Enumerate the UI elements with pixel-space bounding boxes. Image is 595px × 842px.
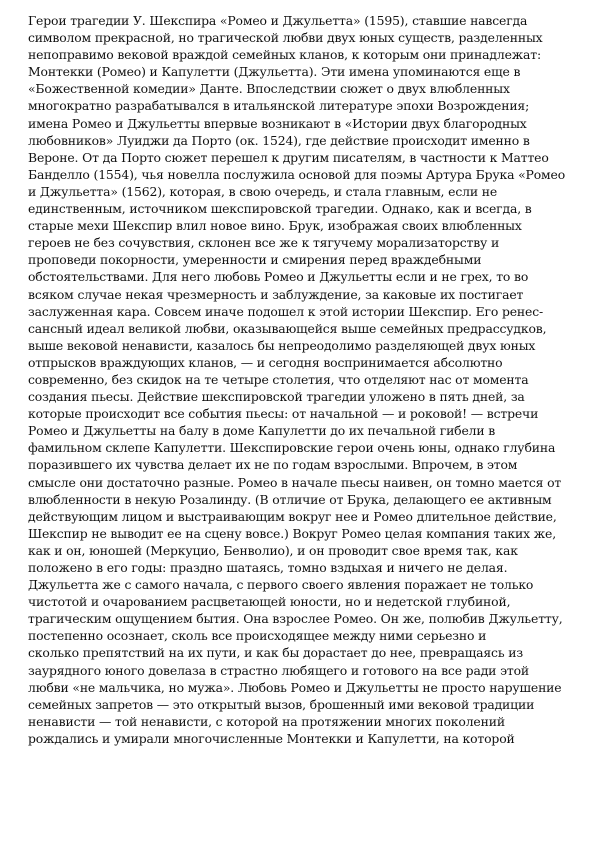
text-line: действующим лицом и выстраивающим вокруг нее и Ромео длительное действие, xyxy=(28,508,557,524)
text-line: Банделло (1554), чья новелла послужила основой для поэмы Артура Брука «Ромео xyxy=(28,166,566,182)
text-line: Шекспир не выводит ее на сцену вовсе.) Вокруг Ромео целая компания таких же, xyxy=(28,525,556,541)
text-line: трагическим ощущением бытия. Она взрослее Ромео. Он же, полюбив Джульетту, xyxy=(28,611,563,627)
text-line: имена Ромео и Джульетты впервые возникают в «Истории двух благородных xyxy=(28,115,527,131)
text-line: непоправимо вековой враждой семейных кланов, к которым они принадлежат: xyxy=(28,47,541,63)
text-line: отпрысков враждующих кланов, — и сегодня воспринимается абсолютно xyxy=(28,354,503,370)
text-line: выше вековой ненависти, казалось бы непреодолимо разделяющей двух юных xyxy=(28,337,536,353)
text-line: которые происходит все события пьесы: от начальной — и роковой! — встречи xyxy=(28,406,539,422)
text-line: героев не без сочувствия, склонен все же к тягучему морализаторству и xyxy=(28,235,500,251)
text-line: рождались и умирали многочисленные Монтекки и Капулетти, на которой xyxy=(28,730,515,746)
text-line: обстоятельствами. Для него любовь Ромео и Джульетты если и не грех, то во xyxy=(28,269,529,285)
text-line: ненависти — той ненависти, с которой на протяжении многих поколений xyxy=(28,713,505,729)
text-line: сансный идеал великой любви, оказывающейся выше семейных предрассудков, xyxy=(28,320,547,336)
text-line: положено в его годы: праздно шатаясь, томно вздыхая и ничего не делая. xyxy=(28,560,508,575)
text-line: семейных запретов — это открытый вызов, брошенный ими вековой традиции xyxy=(28,696,535,712)
text-line: старые мехи Шекспир влил новое вино. Брук, изображая своих влюбленных xyxy=(28,218,522,234)
text-line: Джульетта же с самого начала, с первого своего явления поражает не только xyxy=(28,577,534,593)
text-line: заслуженная кара. Совсем иначе подошел к этой истории Шекспир. Его ренес- xyxy=(28,303,544,319)
text-line: многократно разрабатывался в итальянской литературе эпохи Возрождения; xyxy=(28,98,530,114)
text-line: фамильном склепе Капулетти. Шекспировские герои очень юны, однако глубина xyxy=(28,440,556,456)
text-line: Герои трагедии У. Шекспира «Ромео и Джульетта» (1595), ставшие навсегда xyxy=(28,13,528,28)
text-line: смысле они достаточно разные. Ромео в начале пьесы наивен, он томно мается от xyxy=(28,474,562,490)
document-text xyxy=(28,12,566,747)
text-line: заурядного юного довелаза в страстно любящего и готового на все ради этой xyxy=(28,662,529,678)
text-line: постепенно осознает, сколь все происходящее между ними серьезно и xyxy=(28,628,487,644)
text-line: единственным, источником шекспировской трагедии. Однако, как и всегда, в xyxy=(28,201,532,217)
text-line: влюбленности в некую Розалинду. (В отличие от Брука, делающего ее активным xyxy=(28,491,552,507)
text-line: «Божественной комедии» Данте. Впоследствии сюжет о двух влюбленных xyxy=(28,81,510,97)
text-line: символом прекрасной, но трагической любви двух юных существ, разделенных xyxy=(28,30,543,46)
text-line: Ромео и Джульетты на балу в доме Капулетти до их печальной гибели в xyxy=(28,423,496,439)
text-line: проповеди покорности, умеренности и смирения перед враждебными xyxy=(28,252,482,268)
text-line: современно, без скидок на те четыре столетия, что отделяют нас от момента xyxy=(28,371,529,387)
text-line: любовников» Луиджи да Порто (ок. 1524), где действие происходит именно в xyxy=(28,132,530,148)
text-line: всяком случае некая чрезмерность и заблуждение, за каковые их постигает xyxy=(28,286,524,302)
text-line: чистотой и очарованием расцветающей юности, но и недетской глубиной, xyxy=(28,594,511,610)
text-line: создания пьесы. Действие шекспировской трагедии уложено в пять дней, за xyxy=(28,389,525,405)
text-line: как и он, юношей (Меркуцио, Бенволио), и он проводит свое время так, как xyxy=(28,542,518,558)
text-line: любви «не мальчика, но мужа». Любовь Ромео и Джульетты не просто нарушение xyxy=(28,679,562,695)
text-line: и Джульетта» (1562), которая, в свою очередь, и стала главным, если не xyxy=(28,183,498,199)
text-line: сколько препятствий на их пути, и как бы дорастает до нее, превращаясь из xyxy=(28,645,523,661)
text-line: поразившего их чувства делает их не по годам взрослыми. Впрочем, в этом xyxy=(28,457,518,473)
text-line: Вероне. От да Порто сюжет перешел к другим писателям, в частности к Маттео xyxy=(28,149,549,165)
text-line: Монтекки (Ромео) и Капулетти (Джульетта). Эти имена упоминаются еще в xyxy=(28,64,521,80)
